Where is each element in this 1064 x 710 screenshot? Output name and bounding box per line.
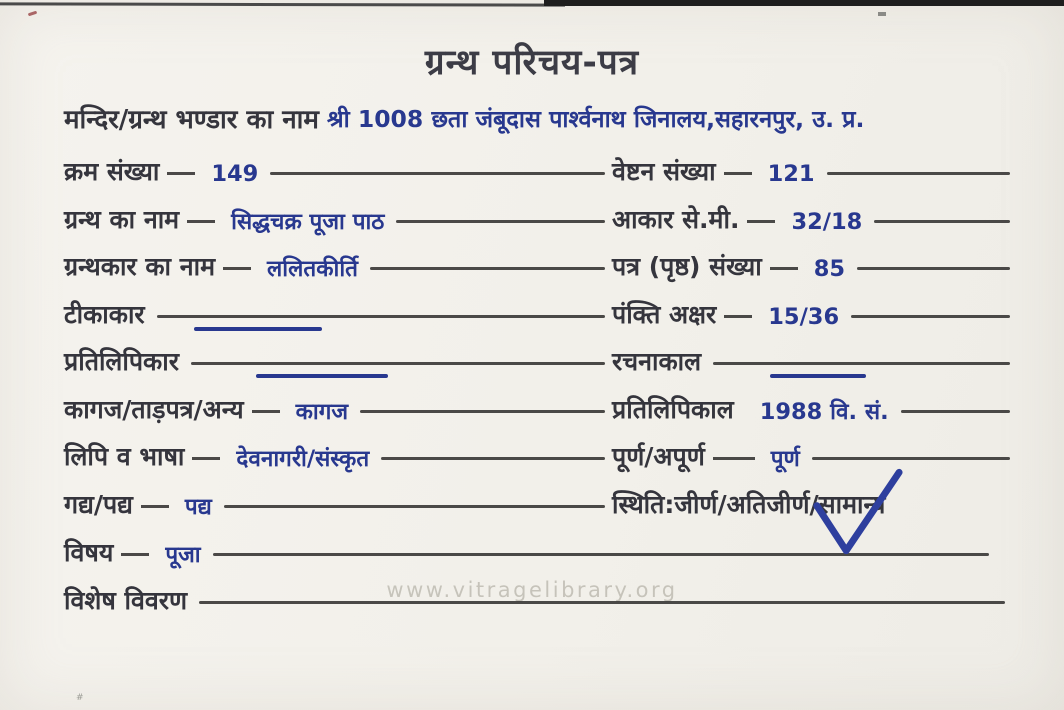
field-label: लिपि व भाषा [64, 442, 185, 471]
field-row-composition-date [612, 346, 1010, 390]
sep-line [187, 220, 215, 223]
field-label: कागज/ताड़पत्र/अन्य [64, 395, 244, 424]
temple-name-field [64, 100, 1014, 136]
scan-artifact-speck [878, 12, 886, 16]
field-row-material [64, 394, 605, 438]
fill-line [381, 457, 605, 460]
field-label: गद्य/पद्य [64, 490, 133, 519]
field-label: पूर्ण/अपूर्ण [612, 442, 705, 471]
field-label: सामान्य [818, 490, 886, 519]
fill-line [191, 362, 605, 365]
sep-line [724, 172, 752, 175]
field-value: देवनागरी/संस्कृत [236, 446, 370, 472]
field-value: पद्य [184, 494, 212, 520]
field-row-commentator [64, 299, 605, 343]
field-row-bundle-number [612, 156, 1010, 200]
field-row-special-details [64, 585, 1005, 629]
field-value: 32/18 [791, 209, 863, 235]
field-row-serial-number [64, 156, 605, 200]
field-label: टीकाकार [64, 300, 145, 329]
fill-line [270, 172, 605, 175]
page-title: ग्रन्थ परिचय-पत्र [424, 43, 640, 83]
blank-ink-dash [194, 327, 322, 331]
field-label: पंक्ति अक्षर [612, 300, 717, 329]
field-label: प्रतिलिपिकाल [612, 395, 734, 424]
field-label: विषय [64, 538, 114, 567]
field-row-copy-date [612, 394, 1010, 438]
field-label: पत्र (पृष्ठ) संख्या [612, 252, 762, 281]
sep-line [223, 267, 251, 270]
watermark: www.vitragelibrary.org [386, 578, 678, 602]
field-row-subject [64, 537, 989, 581]
field-label: ग्रन्थ का नाम [64, 205, 180, 234]
field-label: क्रम संख्या [64, 157, 160, 186]
field-row-page-count [612, 251, 1010, 295]
field-row-script-language [64, 441, 605, 485]
fill-line [857, 267, 1010, 270]
fill-line [360, 410, 605, 413]
fill-line [713, 362, 1010, 365]
scan-artifact-speck: # [76, 693, 84, 703]
field-label: आकार से.मी. [612, 205, 740, 234]
blank-ink-dash [256, 374, 388, 378]
field-label: प्रतिलिपिकार [64, 347, 179, 376]
scan-artifact-top-right-edge [544, 0, 1064, 6]
field-row-lines-letters [612, 299, 1010, 343]
scan-artifact-top-edge [0, 2, 565, 6]
field-value: श्री 1008 छता जंबूदास पार्श्वनाथ जिनालय,सहारनपुर, उ. प्र. [326, 105, 865, 133]
field-label: वेष्टन संख्या [612, 157, 716, 186]
sep-line [724, 315, 752, 318]
sep-line [713, 457, 755, 460]
fill-line [396, 220, 605, 223]
field-value: पूर्ण [770, 446, 800, 472]
field-label: स्थिति:जीर्ण/अतिजीर्ण/ [612, 490, 819, 519]
field-value: 121 [767, 161, 815, 187]
sep-line [770, 267, 798, 270]
sep-line [167, 172, 195, 175]
sep-line [747, 220, 775, 223]
fill-line [851, 315, 1010, 318]
condition-checked-option [819, 489, 886, 522]
sep-line [252, 410, 280, 413]
field-row-prose-verse [64, 489, 605, 533]
field-row-copyist [64, 346, 605, 390]
field-row-book-name [64, 204, 605, 248]
field-value: पूजा [165, 542, 201, 568]
blank-ink-dash [770, 374, 866, 378]
fill-line [213, 553, 989, 556]
fill-line [874, 220, 1010, 223]
field-row-complete-incomplete [612, 441, 1010, 485]
field-row-size-cm [612, 204, 1010, 248]
sep-line [192, 457, 220, 460]
fill-line [224, 505, 605, 508]
field-value: 85 [813, 256, 845, 282]
sep-line [141, 505, 169, 508]
field-label: विशेष विवरण [64, 586, 188, 615]
fill-line [901, 410, 1010, 413]
field-value: सिद्धचक्र पूजा पाठ [231, 209, 385, 235]
field-value: कागज [295, 399, 349, 425]
sep-line [121, 553, 149, 556]
field-value: ललितकीर्ति [267, 256, 358, 282]
field-row-condition [612, 489, 1010, 533]
field-row-author-name [64, 251, 605, 295]
field-value: 149 [211, 161, 259, 187]
field-label: रचनाकाल [612, 347, 702, 376]
field-value: 15/36 [768, 304, 840, 330]
fill-line [157, 315, 605, 318]
fill-line [370, 267, 605, 270]
fill-line [812, 457, 1010, 460]
fill-line [827, 172, 1010, 175]
scan-artifact-speck [28, 11, 37, 17]
field-label: मन्दिर/ग्रन्थ भण्डार का नाम [64, 105, 319, 135]
field-label: ग्रन्थकार का नाम [64, 252, 216, 281]
field-value: 1988 वि. सं. [759, 399, 889, 425]
fill-line [199, 601, 1005, 604]
